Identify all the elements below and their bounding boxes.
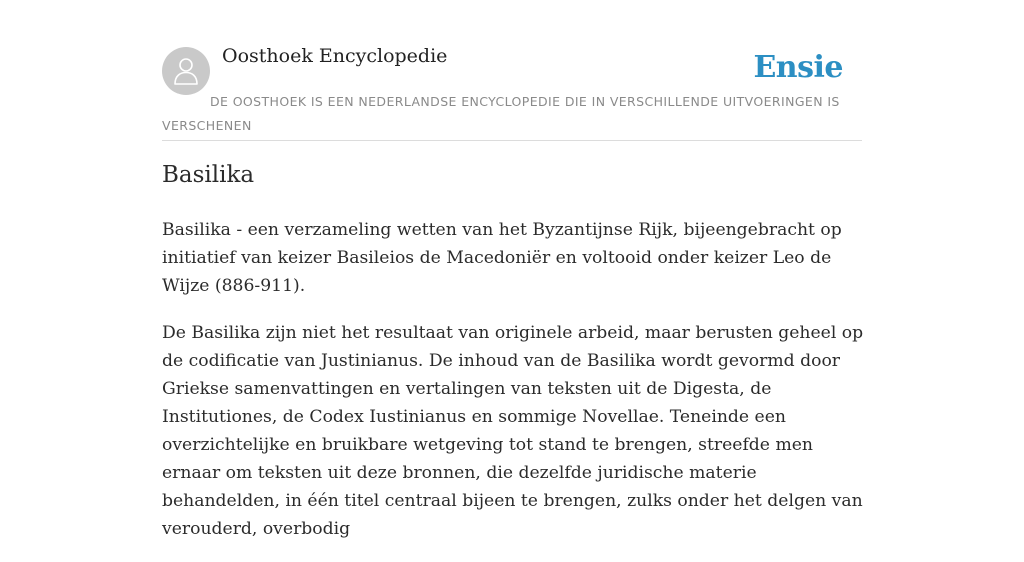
article-body <box>162 216 866 562</box>
page <box>162 0 864 539</box>
article-paragraph: De Basilika zijn niet het resultaat van originele arbeid, maar berusten geheel op de codificatie van Justinianus. De inhoud van de Basilika wordt gevormd door Griekse samenvattingen en vertalingen van teksten uit de Digesta, de Institutiones, de Codex Iustinianus en sommige Novellae. Teneinde een overzichtelijke en bruikbare wetgeving tot stand te brengen, streefde men ernaar om teksten uit deze bronnen, die dezelfde juridische materie behandelden, in één titel centraal bijeen te brengen, zulks onder het delgen van verouderd, overbodig <box>162 323 864 539</box>
source-header <box>162 0 862 141</box>
article-title: Basilika <box>162 162 255 188</box>
source-tagline: DE OOSTHOEK IS EEN NEDERLANDSE ENCYCLOPEDIE DIE IN VERSCHILLENDE UITVOERINGEN IS VERSCHENEN <box>162 94 840 133</box>
source-name-link[interactable]: Oosthoek Encyclopedie <box>222 45 448 67</box>
ensie-logo[interactable]: Ensie <box>753 50 843 85</box>
user-icon <box>174 57 198 85</box>
source-avatar[interactable] <box>162 47 210 95</box>
article-paragraph: Basilika - een verzameling wetten van het Byzantijnse Rijk, bijeengebracht op initiatief van keizer Basileios de Macedoniër en voltooid onder keizer Leo de Wijze (886-911). <box>162 220 842 296</box>
